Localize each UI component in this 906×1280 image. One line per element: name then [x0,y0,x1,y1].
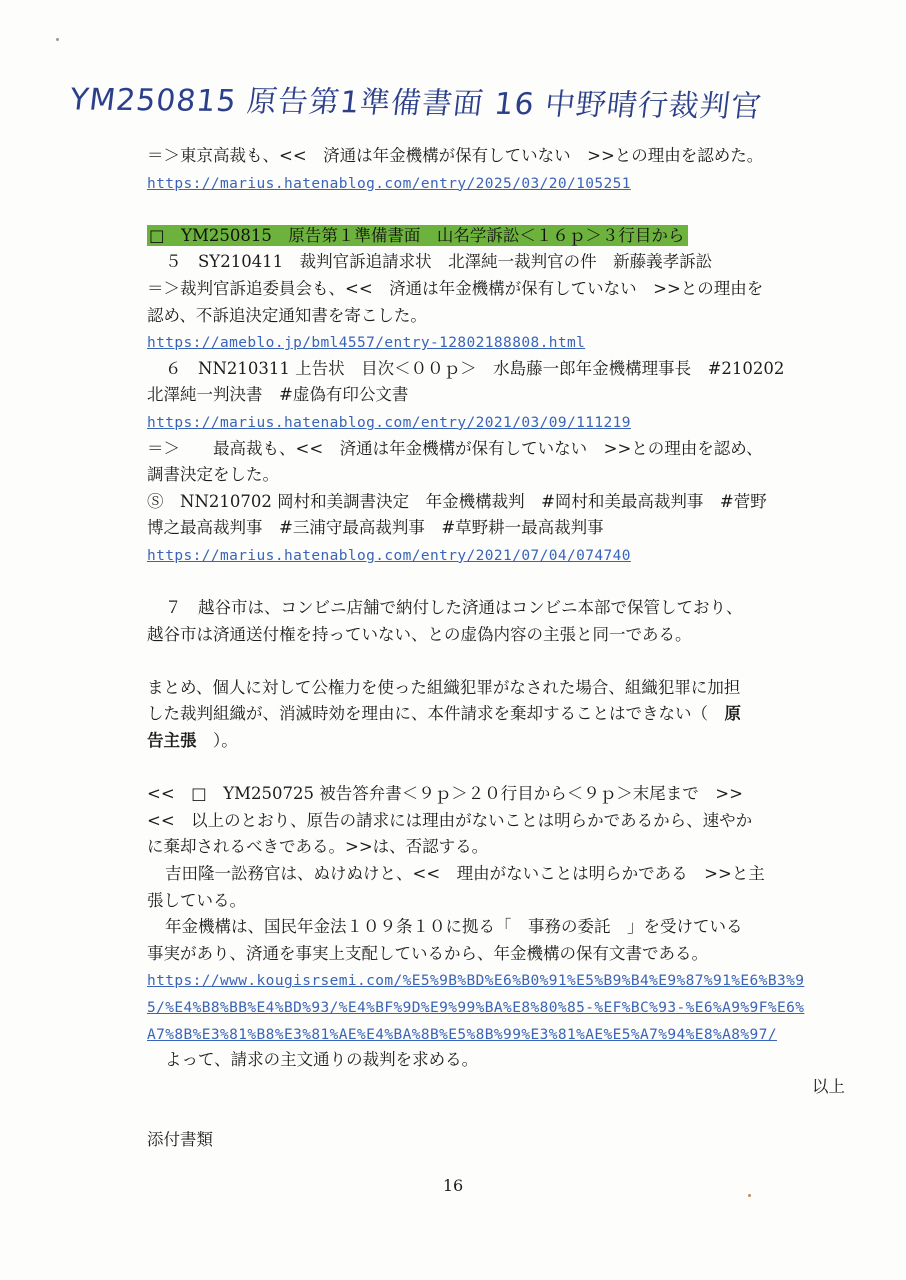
text-line: ＝＞裁判官訴追委員会も、<< 済通は年金機構が保有していない >>との理由を [147,278,764,298]
text-line: 年金機構は、国民年金法１０９条１０に拠る「 事務の委託 」を受けている [165,917,743,937]
hatenablog-link-20210309[interactable]: https://marius.hatenablog.com/entry/2021/03/09/111219 [147,414,631,431]
attachments-heading: 添付書類 [147,1129,213,1149]
text-line: ７ 越谷市は、コンビニ店舗で納付した済通はコンビニ本部で保管しており、 [165,598,743,618]
blank-line [147,755,847,782]
page-number: 16 [442,1176,464,1195]
text-line: 吉田隆一訟務官は、ぬけぬけと、<< 理由がないことは明らかである >>と主 [165,864,765,884]
blank-line [147,648,847,675]
text-line [147,701,847,728]
kougisrsemi-link-part1[interactable]: https://www.kougisrsemi.com/%E5%9B%BD%E6%B0%91%E5%B9%B4%E9%87%91%E6%B3%9 [147,973,805,990]
url-line [147,542,847,569]
scan-speck [56,38,59,41]
text-line: 調書決定をした。 [147,465,279,485]
text-line: ＝＞ 最高裁も、<< 済通は年金機構が保有していない >>との理由を認め、 [147,438,763,458]
kougisrsemi-link-part2[interactable]: 5/%E4%B8%BB%E4%BD%93/%E4%BF%9D%E9%99%BA%E8%80%85-%EF%BC%93-%E6%A9%9F%E6% [147,1000,805,1016]
bold-fragment: 告主張 [147,731,197,751]
text-line: に棄却されるべきである。>>は、否認する。 [147,837,489,857]
kougisrsemi-link-part3[interactable]: A7%8B%E3%81%B8%E3%81%AE%E4%BA%8B%E5%8B%99%E3%81%AE%E5%A7%94%E8%A8%97/ [147,1026,777,1043]
url-line [147,170,847,197]
text-line: ＝＞東京高裁も、<< 済通は年金機構が保有していない >>との理由を認めた。 [147,146,764,165]
section-heading-line [147,223,847,250]
ameblo-link[interactable]: https://ameblo.jp/bml4557/entry-12802188808.html [147,335,586,352]
handwritten-header-note: YM250815 原告第1準備書面 16 中野晴行裁判官 [67,82,764,125]
text-line: << 以上のとおり、原告の請求には理由がないことは明らかであるから、速やか [147,810,753,830]
highlighted-heading: □ YM250815 原告第１準備書面 山名学訴訟＜１６ｐ＞３行目から [147,225,688,246]
text-line: Ⓢ NN210702 岡村和美調書決定 年金機構裁判 #岡村和美最高裁判事 #菅野 [147,491,767,511]
url-line [147,1021,847,1048]
blank-line [147,1100,847,1127]
text-line: << □ YM250725 被告答弁書＜９ｐ＞２０行目から＜９ｐ＞末尾まで >> [147,784,743,804]
text-line: 事実があり、済通を事実上支配しているから、年金機構の保有文書である。 [147,943,708,963]
bold-fragment: 原 [724,704,741,724]
url-line [147,994,847,1021]
url-line [147,329,847,356]
text-line: ５ SY210411 裁判官訴追請求状 北澤純一裁判官の件 新藤義孝訴訟 [165,252,713,272]
text-line: 張している。 [147,890,246,910]
text-line: 越谷市は済通送付権を持っていない、との虚偽内容の主張と同一である。 [147,624,692,644]
hatenablog-link-20210704[interactable]: https://marius.hatenablog.com/entry/2021/07/04/074740 [147,547,631,564]
blank-line [147,569,847,596]
text-line [147,728,847,755]
text-line: 認め、不訴追決定通知書を寄こした。 [147,305,427,325]
text-line: まとめ、個人に対して公権力を使った組織犯罪がなされた場合、組織犯罪に加担 [147,677,741,697]
hatenablog-link-20250320[interactable]: https://marius.hatenablog.com/entry/2025/03/20/105251 [147,175,631,192]
document-body [147,143,847,1154]
blank-line [147,196,847,223]
url-line [147,967,847,994]
text-line: 博之最高裁判事 #三浦守最高裁判事 #草野耕一最高裁判事 [147,518,604,538]
text-line: 北澤純一判決書 #虚偽有印公文書 [147,385,409,405]
text-line: ６ NN210311 上告状 目次＜００ｐ＞ 水島藤一郎年金機構理事長 #210202 [165,358,785,378]
closing-line: 以上 [812,1076,845,1096]
url-line [147,409,847,436]
text-fragment: した裁判組織が、消滅時効を理由に、本件請求を棄却することはできない（ [147,704,725,724]
text-line: よって、請求の主文通りの裁判を求める。 [165,1050,479,1070]
text-fragment: ）。 [196,731,238,751]
scan-speck [748,1194,751,1197]
